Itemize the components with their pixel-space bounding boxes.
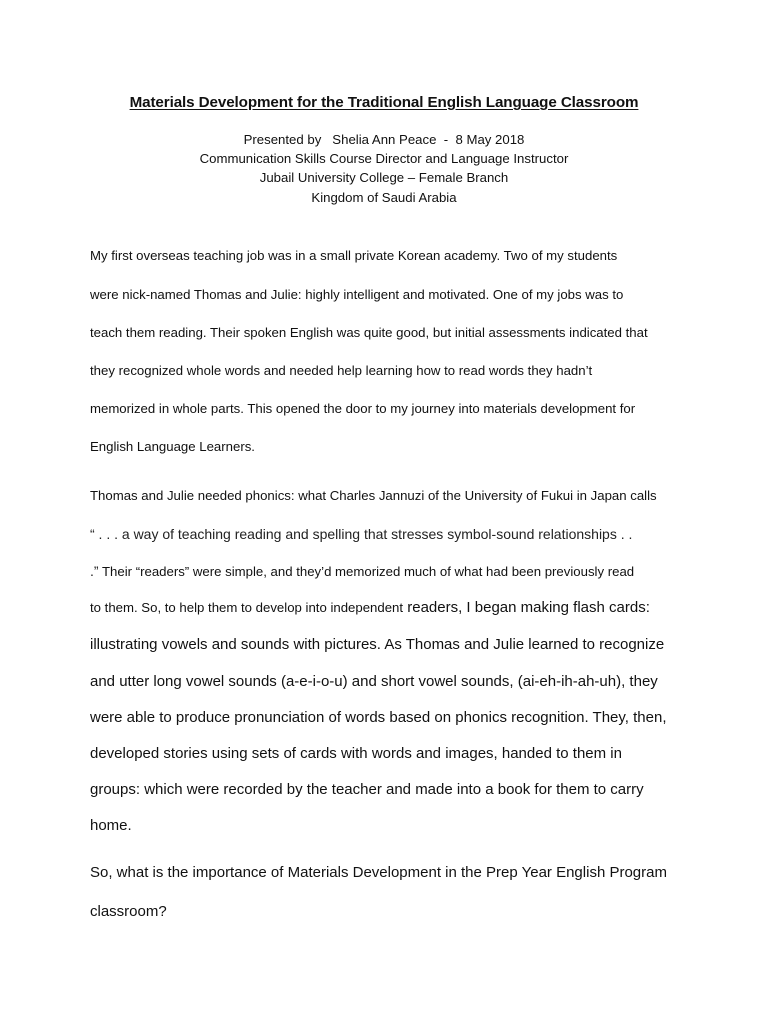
document-title: Materials Development for the Traditional English Language Classroom — [129, 94, 639, 111]
byline-block — [0, 130, 768, 207]
paragraph-line: developed stories using sets of cards with words and images, handed to them in — [90, 745, 622, 762]
byline-role: Communication Skills Course Director and Language Instructor — [199, 151, 569, 167]
paragraph-line: My first overseas teaching job was in a small private Korean academy. Two of my students — [90, 248, 618, 263]
paragraph-line: home. — [90, 817, 132, 834]
paragraph-text: to them. So, to help them to develop into independent — [90, 600, 404, 615]
paragraph-line: were nick-named Thomas and Julie: highly intelligent and motivated. One of my jobs was to — [90, 287, 624, 302]
paragraph-line — [90, 599, 650, 616]
paragraph-text: Their “readers” were simple, and they’d memorized much of what had been previously read — [98, 564, 635, 579]
paragraph-line: teach them reading. Their spoken English was quite good, but initial assessments indicated that — [90, 325, 648, 340]
paragraph-text: readers, I began making flash cards: — [403, 599, 650, 616]
paragraph-line: English Language Learners. — [90, 439, 255, 454]
quote-line: “ . . . a way of teaching reading and spelling that stresses symbol-sound relationships . . — [90, 526, 633, 542]
paragraph-line: they recognized whole words and needed help learning how to read words they hadn’t — [90, 363, 593, 378]
paragraph-line: Thomas and Julie needed phonics: what Charles Jannuzi of the University of Fukui in Japan calls — [90, 488, 657, 503]
paragraph-line: classroom? — [90, 903, 167, 920]
paragraph-line: illustrating vowels and sounds with pictures. As Thomas and Julie learned to recognize — [90, 636, 665, 653]
paragraph-line: memorized in whole parts. This opened the door to my journey into materials development for — [90, 401, 636, 416]
quote-close: .” — [90, 563, 99, 579]
paragraph-line: were able to produce pronunciation of words based on phonics recognition. They, then, — [90, 709, 667, 726]
paragraph-line — [90, 563, 634, 579]
paragraph-line: So, what is the importance of Materials Development in the Prep Year English Program — [90, 864, 667, 881]
byline-country: Kingdom of Saudi Arabia — [311, 189, 457, 205]
byline-presenter: Presented by Shelia Ann Peace - 8 May 2018 — [243, 132, 525, 147]
byline-institution: Jubail University College – Female Branch — [259, 170, 509, 186]
paragraph-line: and utter long vowel sounds (a-e-i-o-u) and short vowel sounds, (ai-eh-ih-ah-uh), they — [90, 673, 658, 690]
paragraph-line: groups: which were recorded by the teacher and made into a book for them to carry — [90, 781, 644, 798]
